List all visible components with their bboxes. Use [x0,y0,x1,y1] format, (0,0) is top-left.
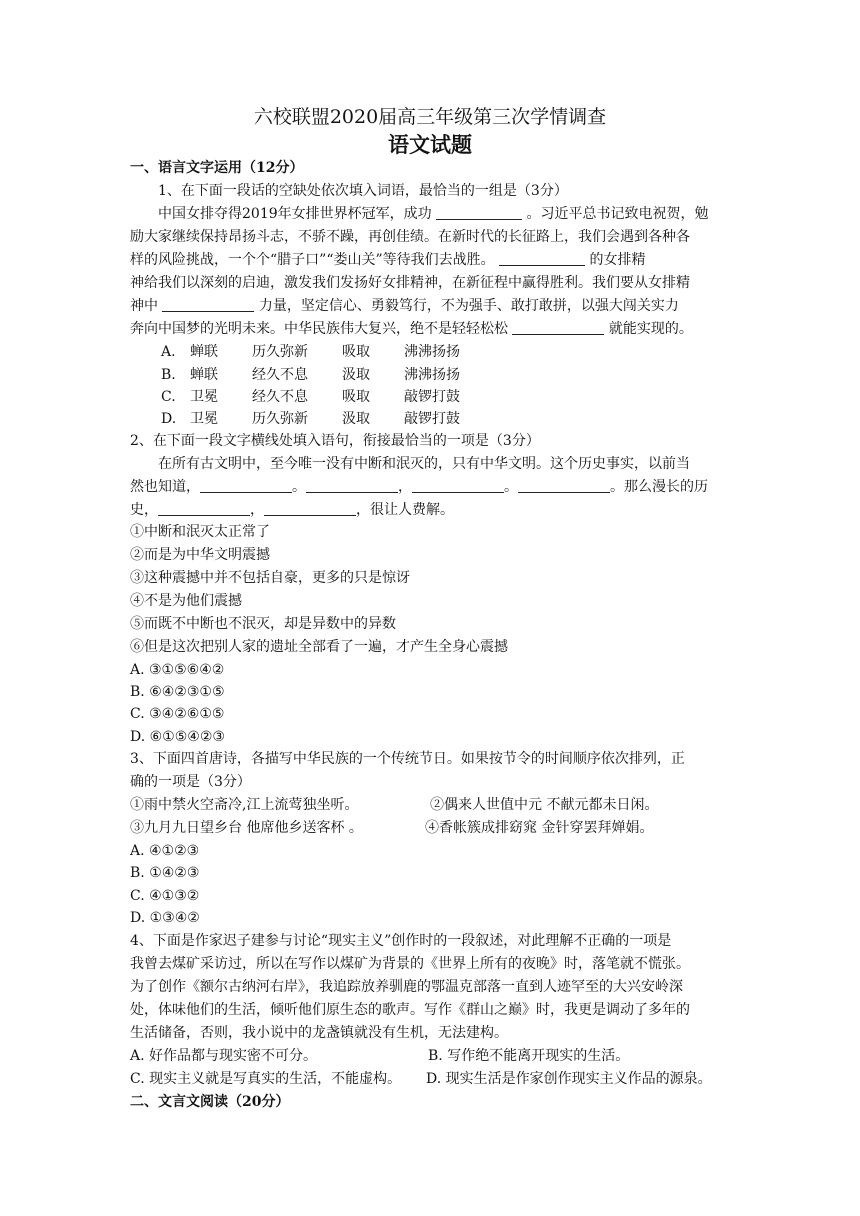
exam-page: 六校联盟2020届高三年级第三次学情调查 语文试题 一、语言文字运用（12分） 1、在下面一段话的空缺处依次填入词语，最恰当的一组是（3分） 中国女排夺得2019年女排世界杯冠军，成功 。习近平总书记致电祝贺，勉 励大家继续保持昂扬斗志，不骄不躁，再创佳绩。在新时代的长征路上，我们会遇到各种各 样的风险挑战，一个个“腊子口”“娄山关”等待我们去战胜。 的女排精 神给我们以深刻的启迪，激发我们发扬好女排精神，在新征程中赢得胜利。我们要从女排精 神中 力量，坚定信心、勇毅笃行，不为强手、敢打敢拼，以强大闯关实力 奔向中国梦的光明未来。中华民族伟大复兴，绝不是轻轻松松 就能实现的。 A. 蝉联 历久弥新 吸取 沸沸扬扬 B. 蝉联 经久不息 汲取 沸沸扬扬 C. 卫冕 经久不息 吸取 敲锣打鼓 D. 卫冕 历久弥新 汲取 敲锣打鼓 2、在下面一段文字横线处填入语句，衔接最恰当的一项是（3分） 在所有古文明中，至今唯一没有中断和泯灭的，只有中华文明。这个历史事实，以前当 然也知道， 。 ， 。 。那么漫长的历 史， ， ，很让人费解。 ①中断和泯灭太正常了 ②而是为中华文明震撼 ③这种震撼中并不包括自豪，更多的只是惊讶 ④不是为他们震撼 ⑤而既不中断也不泯灭，却是异数中的异数 ⑥但是这次把别人家的遗址全部看了一遍，才产生全身心震撼 A. ③①⑤⑥④② B. ⑥④②③①⑤ C. ③④②⑥①⑤ D. ⑥①⑤④②③ 3、下面四首唐诗，各描写中华民族的一个传统节日。如果按节令的时间顺序依次排列，正 确的一项是（3分） ①雨中禁火空斋冷,江上流莺独坐听。 ②偶来人世值中元 不献元都未日闲。 ③九月九日望乡台 他席他乡送客杯 。 ④香帐簇成排窈窕 金针穿罢拜婵娟。 A. ④①②③ B. ①④②③ C. ④①③② D. ①③④② 4、下面是作家迟子建参与讨论“现实主义”创作时的一段叙述，对此理解不正确的一项是 我曾去煤矿采访过，所以在写作以煤矿为背景的《世界上所有的夜晚》时，落笔就不慌张。 为了创作《额尔古纳河右岸》，我追踪放养驯鹿的鄂温克部落一直到人迹罕至的大兴安岭深 处，体味他们的生活，倾听他们原生态的歌声。写作《群山之巅》时，我更是调动了多年的 生活储备，否则，我小说中的龙盏镇就没有生机，无法建构。 A. 好作品都与现实密不可分。 B. 写作绝不能离开现实的生活。 C. 现实主义就是写真实的生活，不能虚构。 D. 现实生活是作家创作现实主义作品的源泉。 二、文言文阅读（20分） [0,0,860,1216]
question-2-option-d[interactable]: D. ⑥①⑤④②③ [130,729,225,745]
question-2-line-1: 在所有古文明中，至今唯一没有中断和泯灭的，只有中华文明。这个历史事实，以前当 [158,456,690,472]
question-3-poem-4: ④香帐簇成排窈窕 金针穿罢拜婵娟。 [425,820,654,836]
question-3-option-a[interactable]: A. ④①②③ [130,843,200,859]
question-3-option-c[interactable]: C. ④①③② [130,888,200,904]
section-heading-1: 一、语言文字运用（12分） [130,160,304,176]
section-heading-2: 二、文言文阅读（20分） [130,1094,290,1110]
question-2-option-a[interactable]: A. ③①⑤⑥④② [130,662,225,678]
question-2-item-5: ⑤而既不中断也不泯灭，却是异数中的异数 [130,616,396,632]
question-4-option-c[interactable]: C. 现实主义就是写真实的生活，不能虚构。 [130,1071,402,1087]
question-3-poem-1: ①雨中禁火空斋冷,江上流莺独坐听。 [130,797,359,813]
question-2-line-2: 然也知道， 。 ， 。 。那么漫长的历 [130,479,708,495]
answer-blank[interactable] [412,478,504,493]
answer-blank[interactable] [264,501,356,516]
question-1-line-5: 神中 力量，坚定信心、勇毅笃行，不为强手、敢打敢拼，以强大闯关实力 [130,298,679,314]
question-1-line-4: 神给我们以深刻的启迪，激发我们发扬好女排精神，在新征程中赢得胜利。我们要从女排精 [130,275,690,291]
question-4-line-5: 生活储备，否则，我小说中的龙盏镇就没有生机，无法建构。 [130,1025,508,1041]
question-4-line-1: 4、下面是作家迟子建参与讨论“现实主义”创作时的一段叙述，对此理解不正确的一项是 [130,933,672,949]
answer-blank[interactable] [512,320,604,335]
question-4-option-a[interactable]: A. 好作品都与现实密不可分。 [130,1048,318,1064]
question-2-option-b[interactable]: B. ⑥④②③①⑤ [130,684,225,700]
question-4-line-2: 我曾去煤矿采访过，所以在写作以煤矿为背景的《世界上所有的夜晚》时，落笔就不慌张。 [130,956,690,972]
question-3-poem-2: ②偶来人世值中元 不献元都未日闲。 [430,797,659,813]
answer-blank[interactable] [162,297,254,312]
answer-blank[interactable] [306,478,398,493]
question-1-line-6: 奔向中国梦的光明未来。中华民族伟大复兴，绝不是轻轻松松 就能实现的。 [130,321,693,337]
question-2-stem: 2、在下面一段文字横线处填入语句，衔接最恰当的一项是（3分） [130,433,540,449]
question-4-option-b[interactable]: B. 写作绝不能离开现实的生活。 [428,1048,630,1064]
question-3-option-b[interactable]: B. ①④②③ [130,865,200,881]
question-3-option-d[interactable]: D. ①③④② [130,910,200,926]
question-2-item-6: ⑥但是这次把别人家的遗址全部看了一遍，才产生全身心震撼 [130,639,508,655]
question-1-line-2: 励大家继续保持昂扬斗志，不骄不躁，再创佳绩。在新时代的长征路上，我们会遇到各种各 [130,229,690,245]
question-4-line-4: 处，体味他们的生活，倾听他们原生态的歌声。写作《群山之巅》时，我更是调动了多年的 [130,1002,690,1018]
question-2-option-c[interactable]: C. ③④②⑥①⑤ [130,706,225,722]
question-1-line-3: 样的风险挑战，一个个“腊子口”“娄山关”等待我们去战胜。 的女排精 [130,252,646,268]
answer-blank[interactable] [200,478,292,493]
exam-title: 六校联盟2020届高三年级第三次学情调查 [253,106,607,128]
question-2-item-4: ④不是为他们震撼 [130,593,242,609]
question-3-stem-line-1: 3、下面四首唐诗，各描写中华民族的一个传统节日。如果按节令的时间顺序依次排列，正 [130,751,685,767]
question-1-stem: 1、在下面一段话的空缺处依次填入词语，最恰当的一组是（3分） [158,183,568,199]
question-1-line-1: 中国女排夺得2019年女排世界杯冠军，成功 。习近平总书记致电祝贺，勉 [158,206,709,222]
question-3-stem-line-2: 确的一项是（3分） [130,774,251,790]
question-2-item-2: ②而是为中华文明震撼 [130,547,270,563]
question-3-poem-3: ③九月九日望乡台 他席他乡送客杯 。 [130,820,363,836]
question-2-item-3: ③这种震撼中并不包括自豪，更多的只是惊讶 [130,570,410,586]
exam-subtitle: 语文试题 [388,132,472,157]
question-2-line-3: 史， ， ，很让人费解。 [130,502,454,518]
question-4-line-3: 为了创作《额尔古纳河右岸》，我追踪放养驯鹿的鄂温克部落一直到人迹罕至的大兴安岭深 [130,979,683,995]
question-4-option-d[interactable]: D. 现实生活是作家创作现实主义作品的源泉。 [426,1071,712,1087]
answer-blank[interactable] [499,251,585,266]
answer-blank[interactable] [518,478,610,493]
answer-blank[interactable] [436,205,522,220]
answer-blank[interactable] [158,501,250,516]
question-2-item-1: ①中断和泯灭太正常了 [130,524,270,540]
